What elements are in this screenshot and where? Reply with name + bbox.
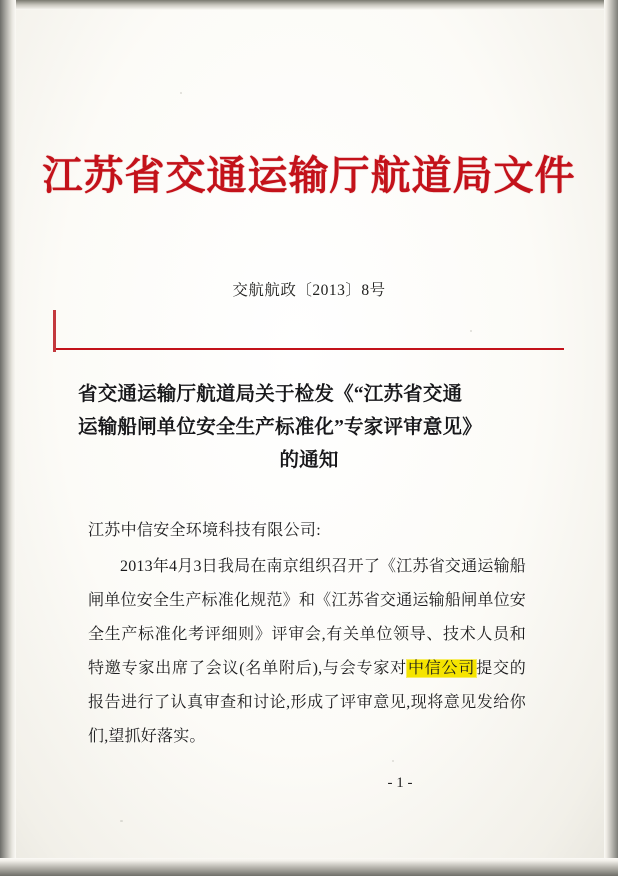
body-segment-3: 提交的报告进行了认真审查和讨论,形成了评审意见,现将意见发给你们,望抓好落实。 bbox=[88, 660, 526, 745]
margin-seal-mark bbox=[53, 310, 56, 352]
title-line-2: 运输船闸单位安全生产标准化”专家评审意见》 bbox=[78, 417, 482, 438]
document-masthead: 江苏省交通运输厅航道局文件 bbox=[42, 153, 576, 198]
body-segment-1: 2013年4月3日我局在南京组织召开了《江苏省交通运输船闸单位安全生产标准化规范》和《江苏省交通运输船闸单位安全生产标准化考评细则》评审会,有关单位领导、技术人员和特邀专家出席了会议(名单附后),与会专家对 bbox=[88, 558, 526, 677]
highlighted-company-name: 中信公司 bbox=[407, 660, 476, 677]
scan-speckle bbox=[470, 330, 472, 332]
document-addressee: 江苏中信安全环境科技有限公司: bbox=[88, 522, 321, 539]
title-line-1: 省交通运输厅航道局关于检发《“江苏省交通 bbox=[78, 384, 463, 405]
document-title bbox=[78, 378, 540, 477]
document-number: 交航航政〔2013〕8号 bbox=[232, 282, 386, 299]
title-line-3: 的通知 bbox=[279, 450, 339, 471]
scan-speckle bbox=[120, 820, 123, 822]
scan-speckle bbox=[392, 760, 394, 762]
page-number: - 1 - bbox=[387, 775, 413, 791]
document-body bbox=[88, 550, 526, 754]
body-paragraph-1 bbox=[88, 550, 526, 754]
red-horizontal-rule bbox=[56, 348, 564, 350]
scan-speckle bbox=[180, 92, 182, 94]
